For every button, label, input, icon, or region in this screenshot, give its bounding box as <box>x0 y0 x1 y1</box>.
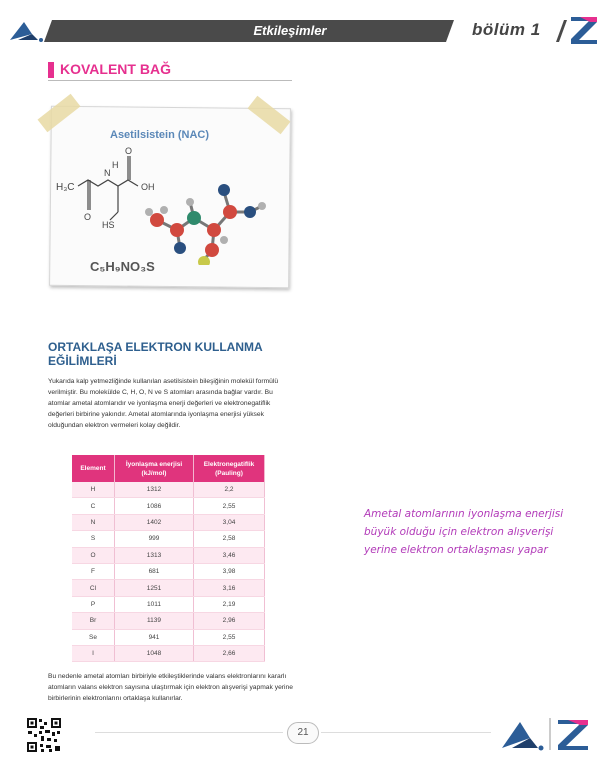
atom-ball <box>205 243 219 257</box>
section-divider <box>48 80 292 81</box>
element-table <box>72 455 265 662</box>
table-row <box>72 580 265 596</box>
atom-ball <box>218 184 230 196</box>
table-cell: 1139 <box>115 613 194 629</box>
column-header-electronegativity: Elektronegatiflik (Pauling) <box>194 455 265 482</box>
atom-h: H <box>112 160 119 170</box>
table-row <box>72 596 265 612</box>
table-cell: Br <box>72 613 115 629</box>
table-cell: 3,46 <box>194 547 265 563</box>
table-cell: 1011 <box>115 596 194 612</box>
table-cell: P <box>72 596 115 612</box>
section-title: KOVALENT BAĞ <box>60 61 171 77</box>
table-cell: 1312 <box>115 482 194 498</box>
brand-arrow-icon <box>8 20 44 42</box>
table-row <box>72 482 265 498</box>
footer-divider-right <box>321 732 491 733</box>
atom-hs: HS <box>102 220 115 230</box>
table-cell: 2,2 <box>194 482 265 498</box>
table-cell: I <box>72 645 115 661</box>
table-cell: 2,55 <box>194 498 265 514</box>
table-row <box>72 645 265 661</box>
table-cell: 1402 <box>115 514 194 530</box>
note-line-1: Ametal atomlarının iyonlaşma enerjisi <box>364 508 564 520</box>
subheading: ORTAKLAŞA ELEKTRON KULLANMA EĞİLİMLERİ <box>48 340 263 368</box>
table-cell: 2,55 <box>194 629 265 645</box>
atom-ball <box>207 223 221 237</box>
table-row <box>72 629 265 645</box>
table-cell: 1048 <box>115 645 194 661</box>
table-cell: N <box>72 514 115 530</box>
molecule-title: Asetilsistein (NAC) <box>110 129 210 141</box>
atom-ball <box>220 236 228 244</box>
atom-o1: O <box>84 212 92 222</box>
column-header-ionization: İyonlaşma enerjisi (kJ/mol) <box>115 455 194 482</box>
atom-ball <box>145 208 153 216</box>
skeletal-formula <box>78 156 138 220</box>
qr-code-icon[interactable] <box>26 717 62 753</box>
atom-o2: O <box>125 146 133 156</box>
atom-ball <box>150 213 164 227</box>
table-row <box>72 563 265 579</box>
atom-ball <box>244 206 256 218</box>
brand-z-logo-icon <box>568 14 600 46</box>
table-cell: F <box>72 563 115 579</box>
table-cell: O <box>72 547 115 563</box>
atom-n: N <box>104 168 111 178</box>
table-cell: 2,96 <box>194 613 265 629</box>
table-cell: 1251 <box>115 580 194 596</box>
atom-ball <box>186 198 194 206</box>
table-cell: S <box>72 531 115 547</box>
table-row <box>72 547 265 563</box>
handwritten-note <box>364 505 594 559</box>
table-row <box>72 613 265 629</box>
atom-ball <box>170 223 184 237</box>
table-row <box>72 514 265 530</box>
table-cell: 2,66 <box>194 645 265 661</box>
note-line-3: yerine elektron ortaklaşması yapar <box>364 544 548 556</box>
section-label: bölüm 1 <box>472 20 541 39</box>
table-cell: Se <box>72 629 115 645</box>
atom-oh: OH <box>141 182 155 192</box>
atom-ball <box>198 256 210 265</box>
atom-h3c: H₃C <box>56 182 75 193</box>
table-header-row <box>72 455 265 482</box>
atom-ball <box>187 211 201 225</box>
atom-ball <box>223 205 237 219</box>
chapter-title: Etkileşimler <box>253 23 327 38</box>
molecule-diagram <box>52 140 288 265</box>
atom-ball <box>160 206 168 214</box>
section-marker <box>48 62 54 78</box>
table-cell: 2,58 <box>194 531 265 547</box>
table-cell: 681 <box>115 563 194 579</box>
molecular-formula: C₅H₉NO₃S <box>90 259 155 274</box>
body-paragraph-1: Yukarıda kalp yetmezliğinde kullanılan asetilsistein bileşiğinin molekül formülü verilmiştir. Bu molekülde C, H, O, N ve S atomları arasında bağlar vardır. Bu atomlar ametal atomlarıdır ve iyonlaşma enerji değerleri ve elektronegatiflik değerleri birbirine yakındır. Ametal atomlarında iyonlaşma enerjisi yüksek olduğundan elektron vermeleri kolay değildir. <box>48 378 279 429</box>
table-cell: 3,16 <box>194 580 265 596</box>
table-row <box>72 531 265 547</box>
note-line-2: büyük olduğu için elektron alışverişi <box>364 526 554 538</box>
table-cell: 1086 <box>115 498 194 514</box>
table-cell: H <box>72 482 115 498</box>
body-paragraph-2: Bu nedenle ametal atomları birbiriyle etkileştiklerinde valans elektronlarını kararlı atomların valans elektron sayısına ulaştırmak için elektron alışverişi yapmak yerine birbirlerinin elektronlarını ortaklaşa kullanırlar. <box>48 673 293 702</box>
page-number: 21 <box>287 722 319 744</box>
table-row <box>72 498 265 514</box>
table-cell: 3,98 <box>194 563 265 579</box>
column-header-element: Element <box>72 455 115 482</box>
atom-ball <box>258 202 266 210</box>
table-cell: 1313 <box>115 547 194 563</box>
table-cell: Cl <box>72 580 115 596</box>
table-cell: 941 <box>115 629 194 645</box>
table-cell: 2,19 <box>194 596 265 612</box>
footer-divider-left <box>95 732 283 733</box>
table-cell: C <box>72 498 115 514</box>
table-cell: 999 <box>115 531 194 547</box>
footer-brand-logo-icon <box>500 716 592 752</box>
table-cell: 3,04 <box>194 514 265 530</box>
atom-ball <box>174 242 186 254</box>
